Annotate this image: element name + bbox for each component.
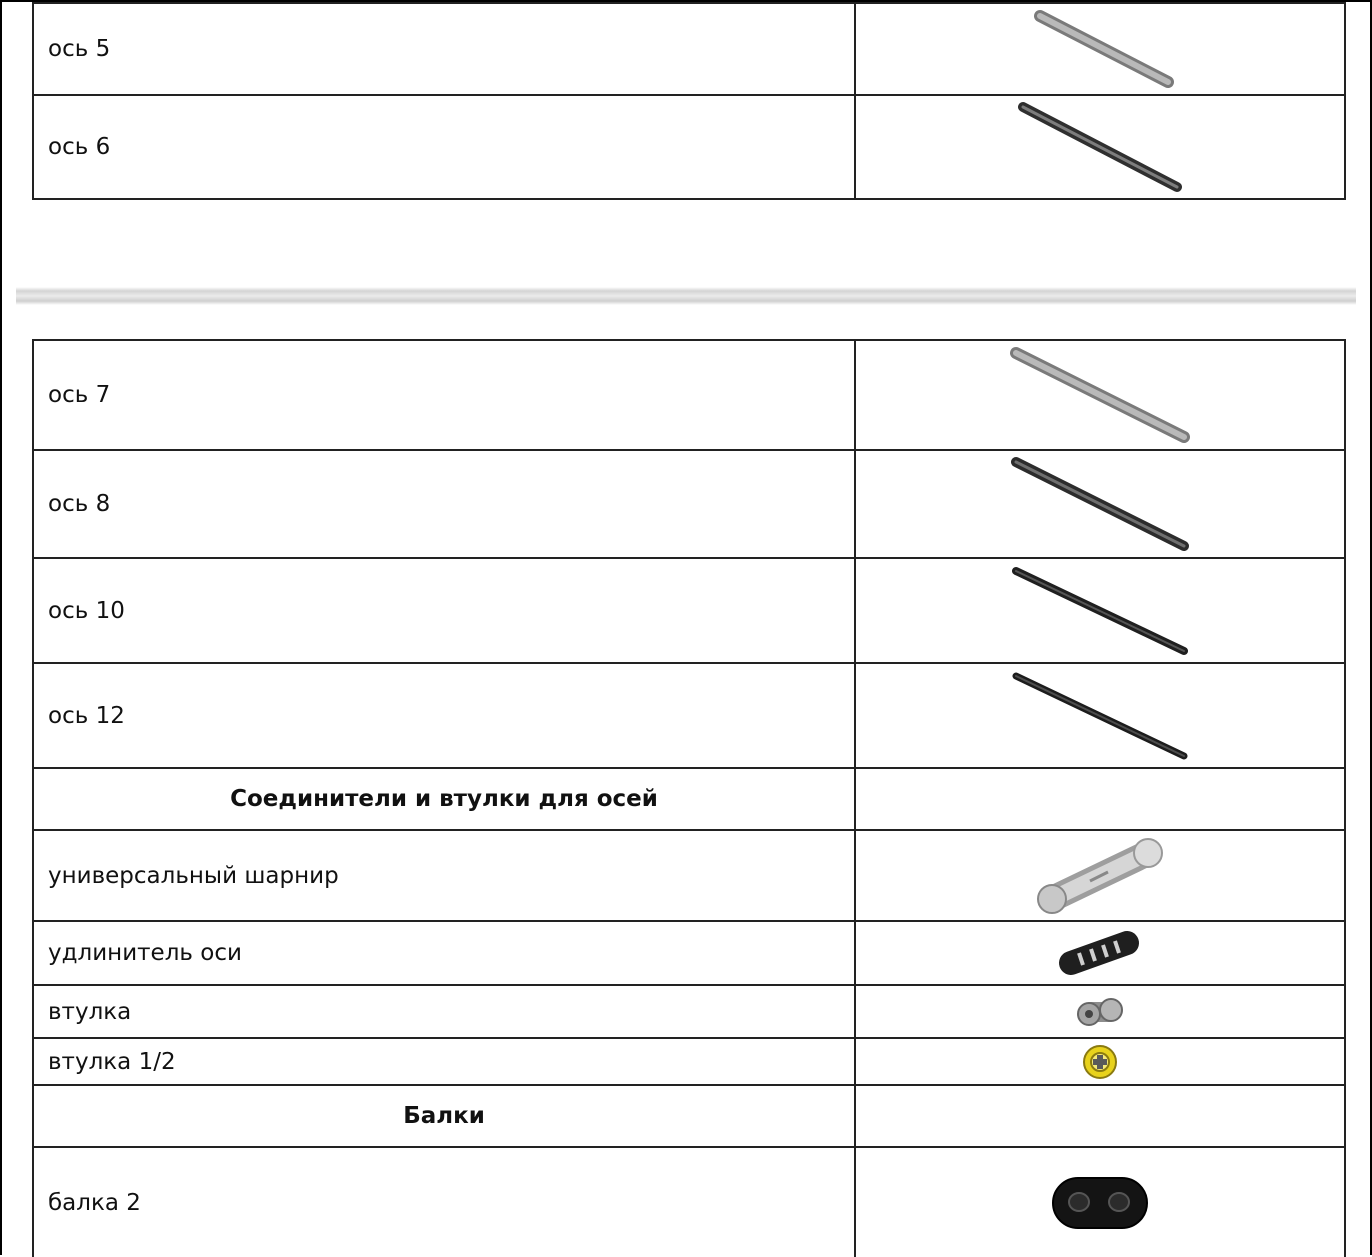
table-row — [33, 3, 1345, 95]
universal-joint-icon — [1030, 833, 1170, 919]
part-name: ось 8 — [33, 450, 855, 558]
axle-7-icon — [1000, 343, 1200, 447]
table-row — [33, 450, 1345, 558]
part-name: универсальный шарнир — [33, 830, 855, 921]
part-name: втулка — [33, 985, 855, 1038]
bush-icon — [1073, 990, 1127, 1034]
table-row — [33, 1085, 1345, 1147]
axle-8-icon — [1000, 452, 1200, 556]
part-name: ось 5 — [33, 3, 855, 95]
part-image-cell — [855, 663, 1345, 768]
part-name: ось 12 — [33, 663, 855, 768]
part-image-cell — [855, 340, 1345, 450]
axle-10-icon — [1000, 561, 1200, 661]
section-heading: Соединители и втулки для осей — [33, 768, 855, 830]
part-image-cell — [855, 921, 1345, 985]
section-heading: Балки — [33, 1085, 855, 1147]
half-bush-icon — [1078, 1041, 1122, 1083]
table-row — [33, 1147, 1345, 1257]
page-break — [16, 287, 1356, 305]
table-row — [33, 663, 1345, 768]
part-name: ось 6 — [33, 95, 855, 199]
table-row — [33, 95, 1345, 199]
table-row — [33, 340, 1345, 450]
part-name: втулка 1/2 — [33, 1038, 855, 1085]
part-image-cell — [855, 95, 1345, 199]
part-name: ось 10 — [33, 558, 855, 663]
axle-6-icon — [1005, 97, 1195, 197]
part-image-cell — [855, 3, 1345, 95]
axle-5-icon — [1020, 4, 1180, 94]
part-name: ось 7 — [33, 340, 855, 450]
parts-table-page-1 — [32, 2, 1346, 200]
part-image-cell — [855, 450, 1345, 558]
axle-extender-icon — [1055, 925, 1145, 981]
axle-12-icon — [1000, 666, 1200, 766]
table-row — [33, 921, 1345, 985]
part-image-cell — [855, 1038, 1345, 1085]
part-name: балка 2 — [33, 1147, 855, 1257]
part-name: удлинитель оси — [33, 921, 855, 985]
table-row — [33, 1038, 1345, 1085]
beam-2-icon — [1045, 1168, 1155, 1238]
table-row — [33, 830, 1345, 921]
part-image-cell — [855, 985, 1345, 1038]
part-image-cell — [855, 1085, 1345, 1147]
part-image-cell — [855, 1147, 1345, 1257]
table-row — [33, 558, 1345, 663]
part-image-cell — [855, 558, 1345, 663]
parts-table-page-2 — [32, 339, 1346, 1257]
part-image-cell — [855, 768, 1345, 830]
table-row — [33, 768, 1345, 830]
part-image-cell — [855, 830, 1345, 921]
table-row — [33, 985, 1345, 1038]
